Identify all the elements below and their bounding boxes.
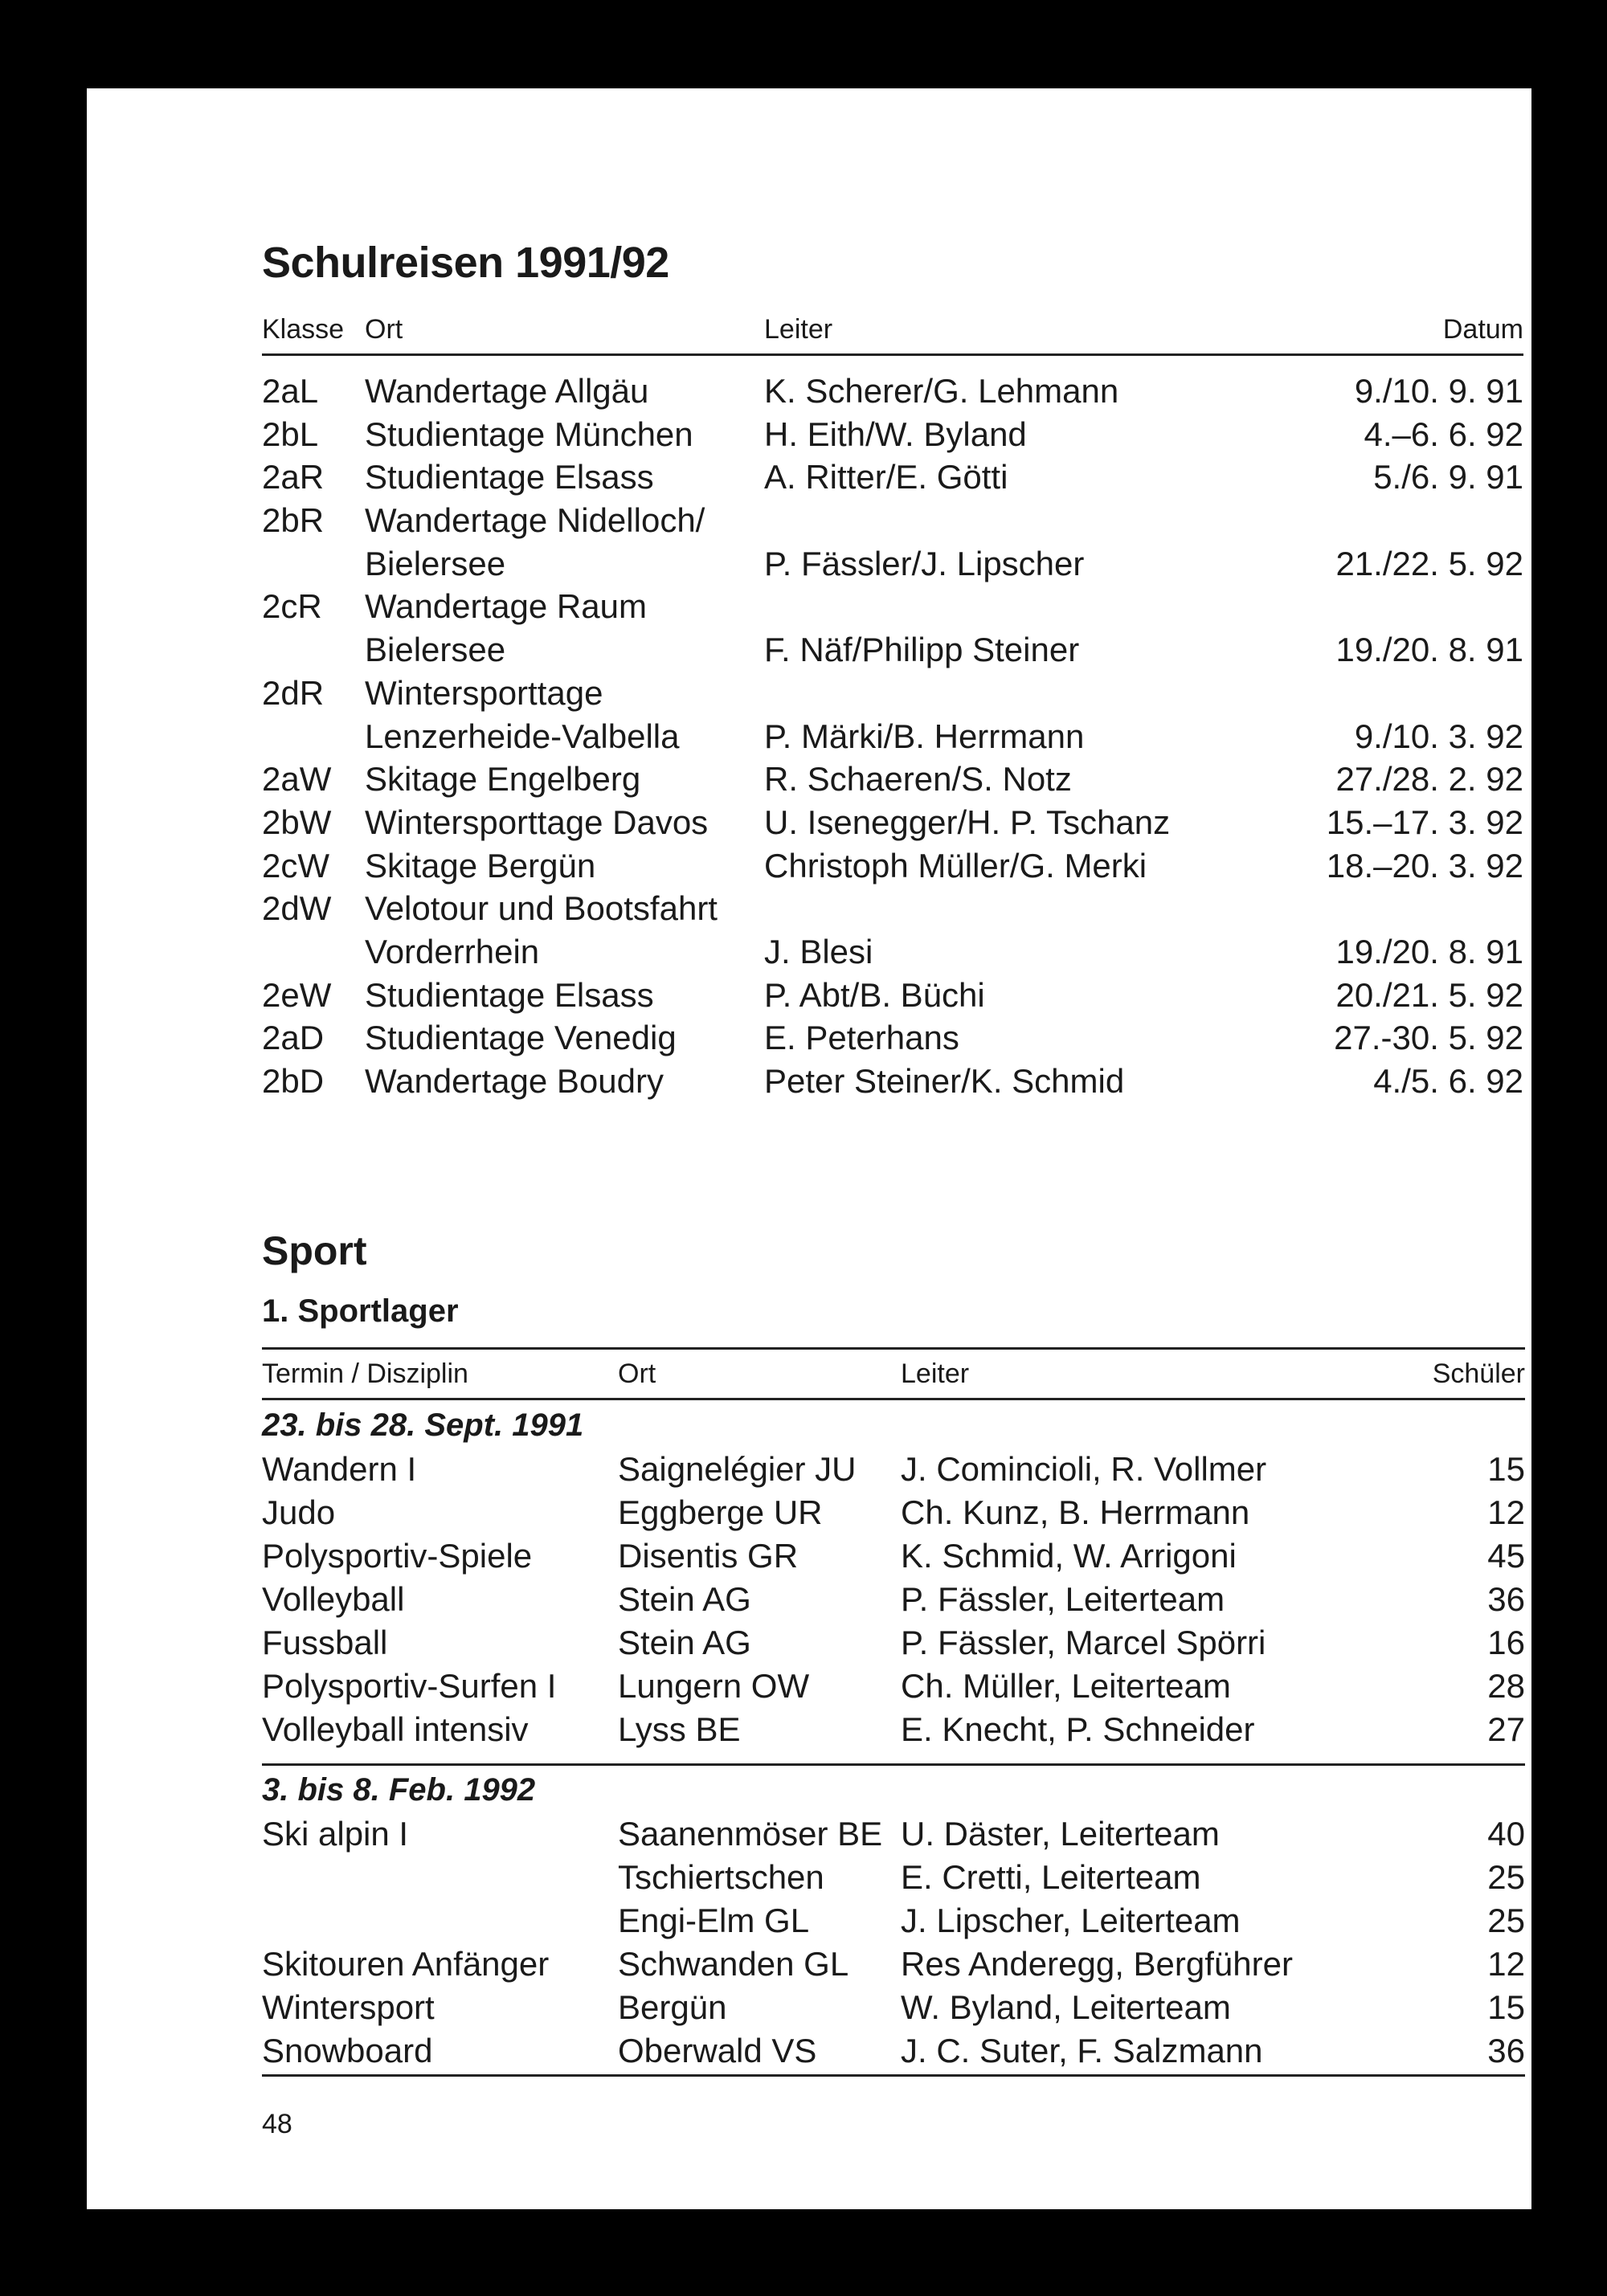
sportlager-row [262,1812,1525,1856]
schulreisen-row [262,499,1523,542]
disziplin-cell: Volleyball intensiv [262,1710,529,1748]
schulreisen-header-row [262,305,1523,356]
schueler-cell: 28 [1487,1667,1525,1705]
ort-cell: Lenzerheide-Valbella [365,717,680,755]
ort-cell: Stein AG [618,1580,751,1618]
datum-cell: 21./22. 5. 92 [1335,544,1523,582]
ort-cell: Studientage Elsass [365,975,654,1014]
datum-cell: 9./10. 9. 91 [1354,372,1523,410]
ort-cell: Schwanden GL [618,1945,849,1983]
ort-cell: Lyss BE [618,1710,741,1748]
leiter-cell: E. Peterhans [764,1019,959,1057]
datum-cell: 4./5. 6. 92 [1373,1062,1523,1100]
klasse-cell: 2aR [262,458,325,496]
schueler-cell: 12 [1487,1493,1525,1531]
datum-cell: 27.-30. 5. 92 [1334,1019,1523,1057]
header-datum: Datum [1442,314,1523,345]
ort-cell: Bielersee [365,544,506,582]
schueler-cell: 36 [1487,2032,1525,2069]
sportlager-row [262,1578,1525,1621]
schulreisen-row [262,456,1523,499]
klasse-cell: 2cR [262,587,322,626]
disziplin-cell: Volleyball [262,1580,405,1618]
leiter-cell: K. Schmid, W. Arrigoni [901,1537,1237,1575]
ort-cell: Bergün [618,1988,727,2026]
leiter-cell: P. Fässler, Marcel Spörri [901,1624,1266,1661]
leiter-cell: J. Lipscher, Leiterteam [901,1902,1241,1939]
leiter-cell: Ch. Kunz, B. Herrmann [901,1493,1250,1531]
klasse-cell: 2eW [262,975,332,1014]
sportlager-row [262,1491,1525,1534]
schulreisen-row [262,844,1523,888]
sportlager-row [262,1943,1525,1986]
schulreisen-row [262,1060,1523,1103]
ort-cell: Stein AG [618,1624,751,1661]
group-date-label: 23. bis 28. Sept. 1991 [262,1407,584,1443]
ort-cell: Wintersporttage [365,673,603,712]
ort-cell: Wandertage Boudry [365,1062,664,1100]
header-ort: Ort [618,1358,656,1389]
leiter-cell: H. Eith/W. Byland [764,415,1027,453]
schueler-cell: 27 [1487,1710,1525,1748]
leiter-cell: U. Isenegger/H. P. Tschanz [764,803,1171,841]
leiter-cell: Ch. Müller, Leiterteam [901,1667,1231,1705]
schueler-cell: 12 [1487,1945,1525,1983]
datum-cell: 19./20. 8. 91 [1335,932,1523,970]
ort-cell: Velotour und Bootsfahrt [365,889,718,928]
schulreisen-row [262,370,1523,413]
ort-cell: Saignelégier JU [618,1450,857,1488]
sportlager-row [262,1448,1525,1491]
leiter-cell: U. Däster, Leiterteam [901,1815,1220,1853]
datum-cell: 19./20. 8. 91 [1335,631,1523,669]
leiter-cell: E. Knecht, P. Schneider [901,1710,1255,1748]
datum-cell: 15.–17. 3. 92 [1326,803,1523,841]
schueler-cell: 45 [1487,1537,1525,1575]
klasse-cell: 2aD [262,1019,325,1057]
ort-cell: Wintersporttage Davos [365,803,709,841]
schulreisen-row [262,413,1523,456]
klasse-cell: 2dW [262,889,332,928]
disziplin-cell: Snowboard [262,2032,433,2069]
klasse-cell: 2cW [262,846,329,884]
ort-cell: Engi-Elm GL [618,1902,810,1939]
sport-header-row [262,1347,1525,1400]
schulreisen-row [262,887,1523,930]
disziplin-cell: Ski alpin I [262,1815,409,1853]
sportlager-row [262,1534,1525,1578]
disziplin-cell: Wandern I [262,1450,417,1488]
schulreisen-row [262,801,1523,844]
leiter-cell: J. Comincioli, R. Vollmer [901,1450,1267,1488]
ort-cell: Eggberge UR [618,1493,823,1531]
klasse-cell: 2bD [262,1062,325,1100]
ort-cell: Wandertage Nidelloch/ [365,501,705,540]
ort-cell: Studientage Elsass [365,458,654,496]
leiter-cell: K. Scherer/G. Lehmann [764,372,1119,410]
ort-cell: Wandertage Allgäu [365,372,649,410]
header-ort: Ort [365,314,403,345]
ort-cell: Saanenmöser BE [618,1815,883,1853]
leiter-cell: A. Ritter/E. Götti [764,458,1008,496]
disziplin-cell: Fussball [262,1624,388,1661]
leiter-cell: P. Fässler, Leiterteam [901,1580,1225,1618]
datum-cell: 5./6. 9. 91 [1373,458,1523,496]
sportlager-row [262,1708,1525,1751]
group-date-label: 3. bis 8. Feb. 1992 [262,1772,536,1808]
sportlager-row [262,1986,1525,2029]
sportlager-row [262,1899,1525,1943]
schulreisen-row [262,930,1523,974]
schulreisen-row [262,715,1523,758]
datum-cell: 18.–20. 3. 92 [1326,846,1523,884]
schulreisen-row [262,672,1523,715]
ort-cell: Wandertage Raum [365,587,647,626]
header-schueler: Schüler [1432,1358,1525,1389]
ort-cell: Studientage München [365,415,693,453]
schueler-cell: 15 [1487,1988,1525,2026]
ort-cell: Oberwald VS [618,2032,817,2069]
header-klasse: Klasse [262,314,345,345]
klasse-cell: 2bW [262,803,332,841]
schueler-cell: 25 [1487,1902,1525,1939]
klasse-cell: 2aL [262,372,319,410]
schueler-cell: 16 [1487,1624,1525,1661]
leiter-cell: P. Märki/B. Herrmann [764,717,1085,755]
table-bottom-rule [262,2074,1525,2077]
sportlager-row [262,1856,1525,1899]
sport-title: Sport [262,1228,367,1273]
disziplin-cell: Polysportiv-Spiele [262,1537,533,1575]
header-termin: Termin / Disziplin [262,1358,468,1389]
leiter-cell: W. Byland, Leiterteam [901,1988,1231,2026]
sportlager-subtitle: 1. Sportlager [262,1293,459,1329]
document-page [87,88,1531,2209]
leiter-cell: Peter Steiner/K. Schmid [764,1062,1125,1100]
sportlager-group [262,1403,1525,1751]
schulreisen-row [262,1016,1523,1060]
ort-cell: Bielersee [365,631,506,669]
header-leiter: Leiter [901,1358,970,1389]
schulreisen-row [262,758,1523,801]
schulreisen-table [262,370,1523,1103]
group-divider [262,1763,1525,1766]
klasse-cell: 2bL [262,415,319,453]
disziplin-cell: Wintersport [262,1988,435,2026]
sportlager-row [262,1665,1525,1708]
schueler-cell: 36 [1487,1580,1525,1618]
ort-cell: Studientage Venedig [365,1019,677,1057]
klasse-cell: 2bR [262,501,325,540]
klasse-cell: 2dR [262,673,325,712]
page-number: 48 [262,2109,292,2139]
schulreisen-row [262,585,1523,628]
disziplin-cell: Judo [262,1493,336,1531]
schueler-cell: 40 [1487,1815,1525,1853]
sportlager-row [262,1621,1525,1665]
sportlager-row [262,2029,1525,2073]
sportlager-group [262,1767,1525,2073]
ort-cell: Skitage Bergün [365,846,596,884]
leiter-cell: F. Näf/Philipp Steiner [764,631,1080,669]
ort-cell: Vorderrhein [365,932,540,970]
leiter-cell: J. Blesi [764,932,873,970]
header-leiter: Leiter [764,314,833,345]
schulreisen-row [262,542,1523,586]
datum-cell: 27./28. 2. 92 [1335,760,1523,799]
leiter-cell: J. C. Suter, F. Salzmann [901,2032,1263,2069]
schulreisen-title: Schulreisen 1991/92 [262,239,669,287]
leiter-cell: Res Anderegg, Bergführer [901,1945,1293,1983]
schueler-cell: 25 [1487,1858,1525,1896]
leiter-cell: P. Fässler/J. Lipscher [764,544,1085,582]
ort-cell: Skitage Engelberg [365,760,641,799]
ort-cell: Tschiertschen [618,1858,824,1896]
disziplin-cell: Skitouren Anfänger [262,1945,550,1983]
ort-cell: Lungern OW [618,1667,810,1705]
leiter-cell: E. Cretti, Leiterteam [901,1858,1201,1896]
schueler-cell: 15 [1487,1450,1525,1488]
datum-cell: 9./10. 3. 92 [1354,717,1523,755]
ort-cell: Disentis GR [618,1537,799,1575]
leiter-cell: Christoph Müller/G. Merki [764,846,1147,884]
disziplin-cell: Polysportiv-Surfen I [262,1667,557,1705]
datum-cell: 4.–6. 6. 92 [1364,415,1523,453]
leiter-cell: P. Abt/B. Büchi [764,975,985,1014]
klasse-cell: 2aW [262,760,332,799]
leiter-cell: R. Schaeren/S. Notz [764,760,1072,799]
datum-cell: 20./21. 5. 92 [1335,975,1523,1014]
schulreisen-row [262,628,1523,672]
schulreisen-row [262,974,1523,1017]
